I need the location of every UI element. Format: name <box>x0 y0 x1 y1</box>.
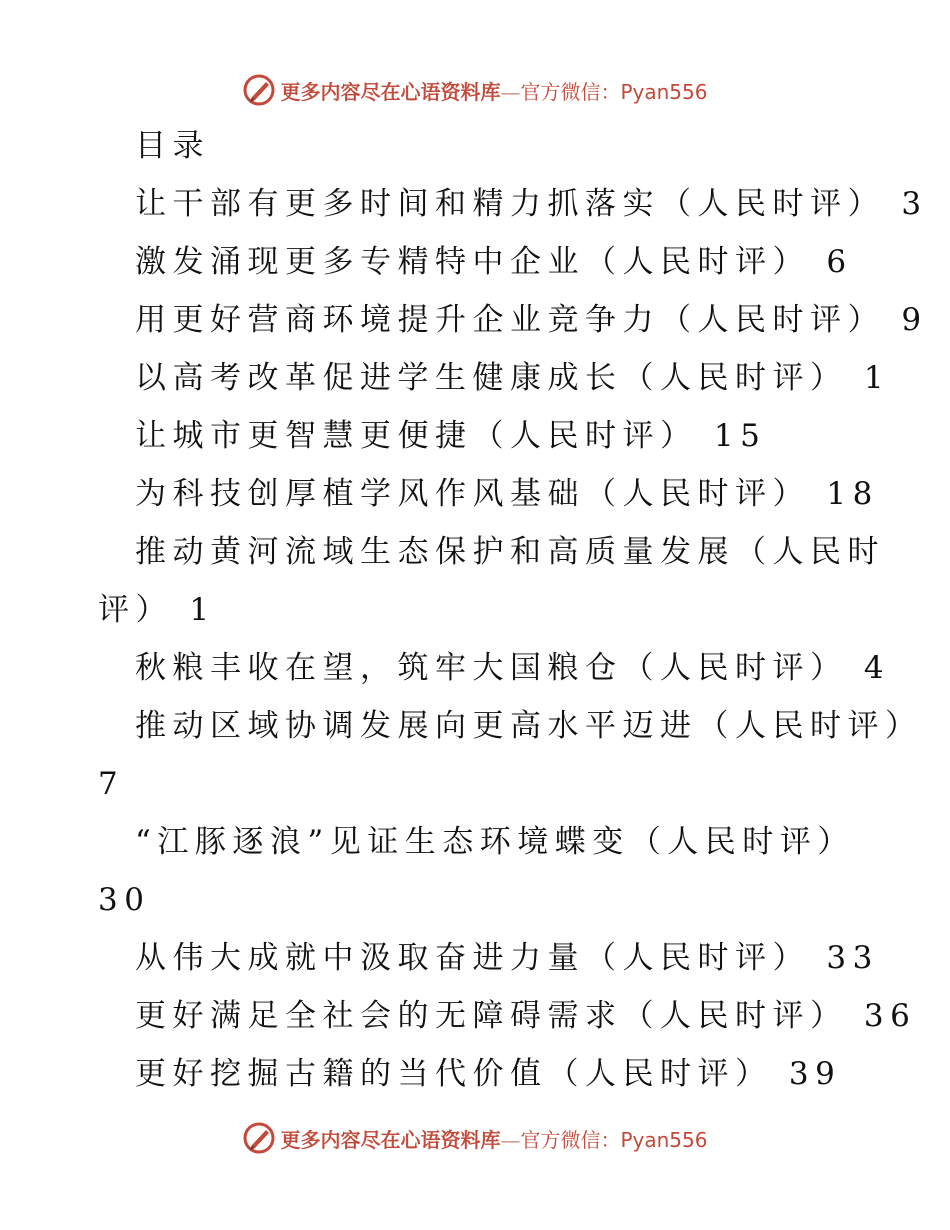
toc-entry[interactable]: 以高考改革促进学生健康成长（人民时评） 1 <box>135 360 891 396</box>
pen-logo-icon <box>242 1121 276 1155</box>
toc-entry[interactable]: 让城市更智慧更便捷（人民时评） 15 <box>135 418 767 454</box>
toc-entry[interactable]: 用更好营商环境提升企业竞争力（人民时评） 9 <box>135 302 928 338</box>
toc-entry-continuation[interactable]: 30 <box>98 882 151 918</box>
header-banner <box>0 70 950 110</box>
banner-separator: — <box>500 1127 521 1152</box>
toc-entry[interactable]: 更好满足全社会的无障碍需求（人民时评） 36 <box>135 998 917 1034</box>
banner-wechat-text: 官方微信：Pyan556 <box>520 1127 708 1152</box>
toc-entry[interactable]: 更好挖掘古籍的当代价值（人民时评） 39 <box>135 1056 842 1092</box>
toc-entry[interactable]: 为科技创厚植学风作风基础（人民时评） 18 <box>135 476 879 512</box>
pen-logo-icon <box>242 73 276 107</box>
banner-text <box>280 1124 707 1153</box>
toc-entry[interactable]: 从伟大成就中汲取奋进力量（人民时评） 33 <box>135 940 879 976</box>
toc-entry-continuation[interactable]: 评） 1 <box>98 592 216 628</box>
banner-site-text: 更多内容尽在心语资料库 <box>280 1127 501 1152</box>
banner-site-text: 更多内容尽在心语资料库 <box>280 79 501 104</box>
toc-entry[interactable]: 让干部有更多时间和精力抓落实（人民时评） 3 <box>135 186 928 222</box>
toc-entry[interactable]: “江豚逐浪”见证生态环境蝶变（人民时评） <box>135 824 855 860</box>
banner-wechat-text: 官方微信：Pyan556 <box>520 79 708 104</box>
footer-banner <box>0 1118 950 1158</box>
banner-separator: — <box>500 79 521 104</box>
toc-entry[interactable]: 激发涌现更多专精特中企业（人民时评） 6 <box>135 244 853 280</box>
toc-heading: 目录 <box>135 128 210 164</box>
toc-entry[interactable]: 秋粮丰收在望，筑牢大国粮仓（人民时评） 4 <box>135 650 891 686</box>
toc-entry-continuation[interactable]: 7 <box>98 766 125 802</box>
toc-entry[interactable]: 推动区域协调发展向更高水平迈进（人民时评） <box>135 708 923 744</box>
banner-text <box>280 76 707 105</box>
toc-entry[interactable]: 推动黄河流域生态保护和高质量发展（人民时 <box>135 534 885 570</box>
